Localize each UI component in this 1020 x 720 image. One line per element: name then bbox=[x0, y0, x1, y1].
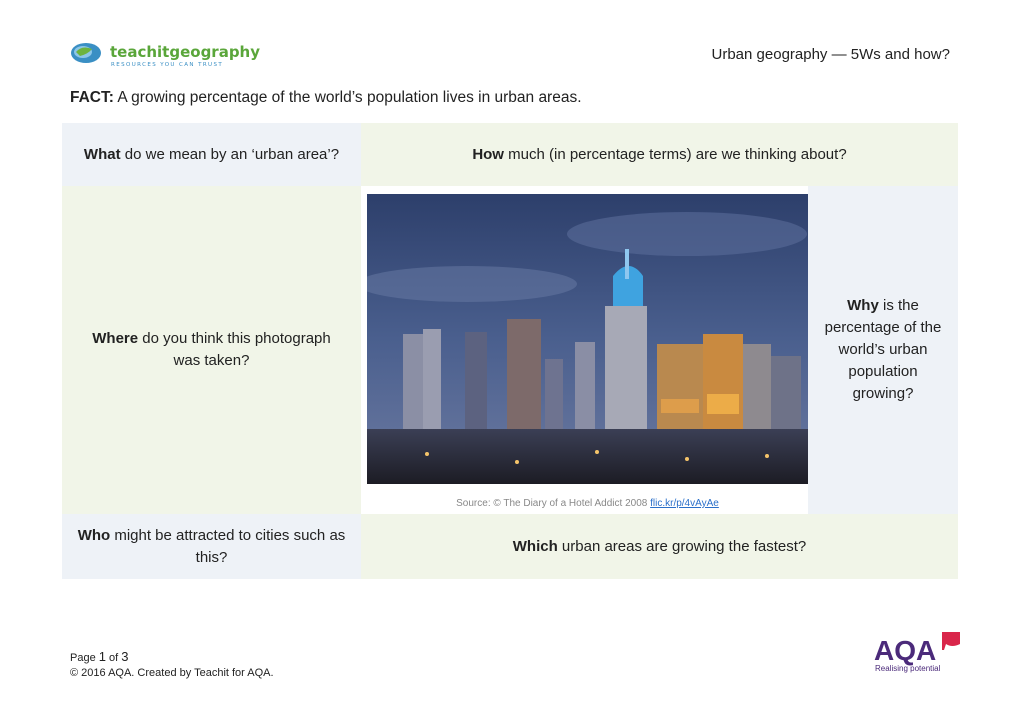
fact-text: A growing percentage of the world’s population lives in urban areas. bbox=[113, 89, 582, 106]
cell-why bbox=[808, 186, 958, 514]
aqa-flag-icon bbox=[942, 632, 960, 650]
cell-what bbox=[62, 123, 361, 186]
logo-text: teachitgeography bbox=[110, 43, 261, 61]
which-text: urban areas are growing the fastest? bbox=[557, 537, 807, 555]
question-grid bbox=[62, 123, 958, 579]
cell-where bbox=[62, 186, 361, 514]
who-text: might be attracted to cities such as this? bbox=[110, 526, 346, 566]
cell-which bbox=[361, 514, 958, 579]
aqa-logo bbox=[872, 630, 962, 676]
fact-label: FACT: bbox=[70, 89, 114, 106]
why-key: Why bbox=[847, 297, 879, 314]
caption-text: Source: © The Diary of a Hotel Addict 2008 bbox=[456, 498, 651, 509]
photo-source-link[interactable]: flic.kr/p/4vAyAe bbox=[650, 498, 719, 509]
logo-tagline: RESOURCES YOU CAN TRUST bbox=[111, 62, 224, 68]
where-key: Where bbox=[92, 330, 139, 347]
aqa-tagline: Realising potential bbox=[875, 664, 941, 673]
page-number: Page 1 of 3 bbox=[70, 649, 129, 664]
how-key: How bbox=[472, 145, 504, 163]
why-text: is the percentage of the world’s urban population growing? bbox=[824, 297, 942, 402]
fact-statement bbox=[70, 89, 582, 107]
teachit-geography-logo bbox=[70, 40, 282, 68]
cell-who bbox=[62, 514, 361, 579]
how-text: much (in percentage terms) are we thinking about? bbox=[503, 145, 847, 163]
cell-how bbox=[361, 123, 958, 186]
document-title: Urban geography — 5Ws and how? bbox=[711, 46, 950, 63]
copyright: © 2016 AQA. Created by Teachit for AQA. bbox=[70, 667, 274, 679]
what-text: do we mean by an ‘urban area’? bbox=[120, 145, 340, 163]
who-key: Who bbox=[77, 526, 111, 544]
where-text: do you think this photograph was taken? bbox=[138, 330, 331, 369]
city-skyline-photo bbox=[367, 194, 808, 484]
what-key: What bbox=[83, 145, 121, 163]
aqa-logo-text: AQA bbox=[874, 635, 937, 666]
which-key: Which bbox=[512, 537, 558, 555]
cell-photo bbox=[361, 186, 808, 514]
page-footer bbox=[70, 649, 274, 681]
photo-caption bbox=[361, 497, 814, 511]
